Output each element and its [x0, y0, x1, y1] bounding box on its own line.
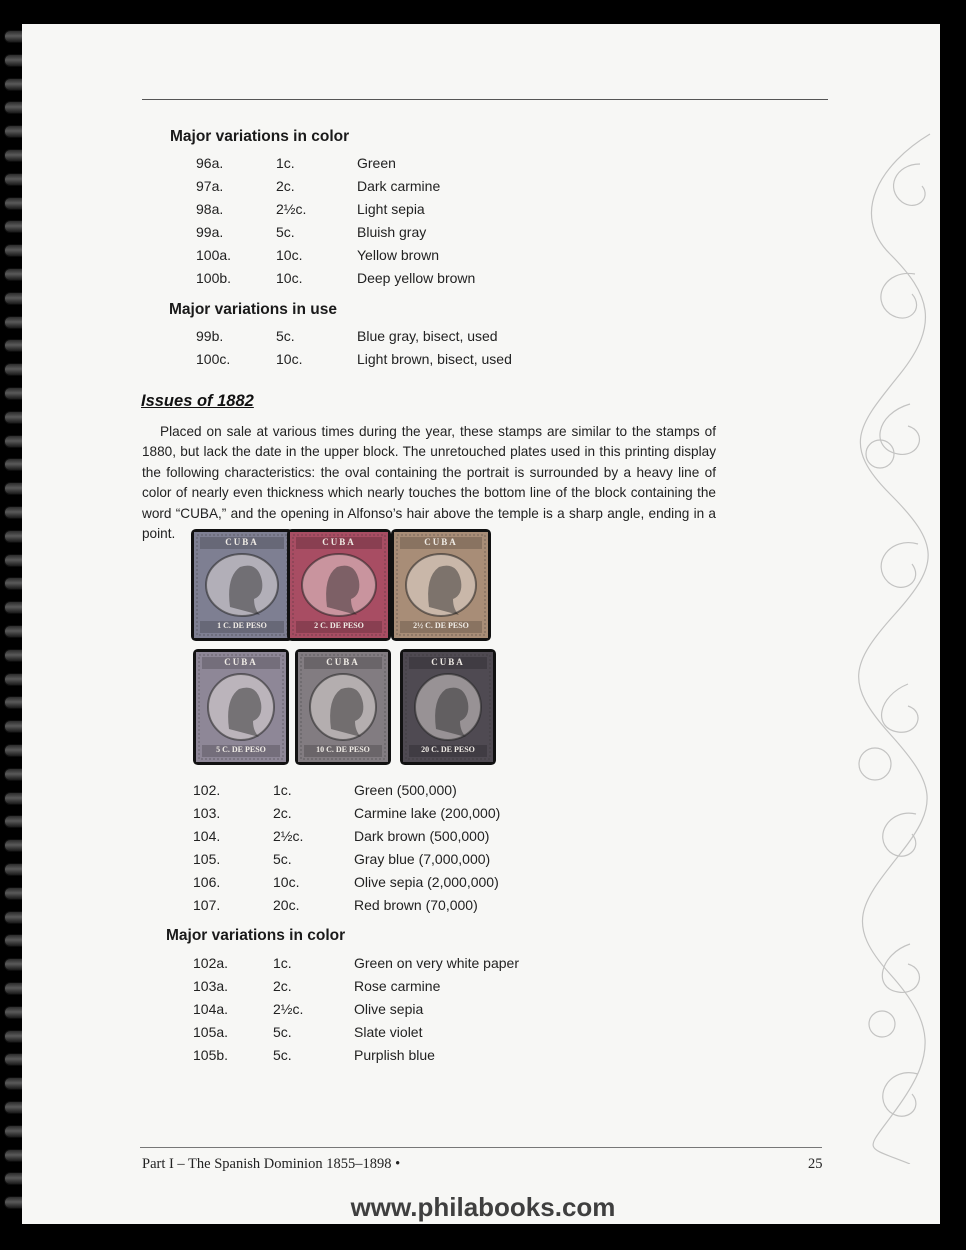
stamp-top-label: CUBA [326, 657, 360, 667]
denomination: 20c. [273, 897, 300, 913]
stamp-number: 96a. [196, 155, 224, 171]
denomination: 10c. [276, 270, 303, 286]
stamp-number: 103. [193, 805, 221, 821]
denomination: 2½c. [276, 201, 307, 217]
denomination: 2c. [273, 805, 292, 821]
stamp-image [298, 652, 388, 762]
denomination: 2c. [276, 178, 295, 194]
table-row [22, 897, 722, 919]
stamp-description: Green on very white paper [354, 955, 519, 971]
denomination: 5c. [276, 328, 295, 344]
stamp-number: 104a. [193, 1001, 229, 1017]
table-row [22, 270, 722, 292]
table-row [22, 955, 722, 977]
book-page [22, 24, 940, 1224]
table-row [22, 155, 722, 177]
stamp-top-label: CUBA [322, 537, 356, 547]
stamp-number: 99b. [196, 328, 224, 344]
table-row [22, 805, 722, 827]
table-row [22, 978, 722, 1000]
stamp-description: Blue gray, bisect, used [357, 328, 498, 344]
stamp-number: 104. [193, 828, 221, 844]
table-row [22, 224, 722, 246]
stamp-number: 98a. [196, 201, 224, 217]
stamp-bottom-label: 1 C. DE PESO [217, 621, 267, 630]
footer-rule [140, 1147, 822, 1148]
table-row [22, 851, 722, 873]
table-row [22, 351, 722, 373]
section-title-use-variations: Major variations in use [169, 301, 337, 318]
stamp-description: Light brown, bisect, used [357, 351, 512, 367]
stamp-number: 100c. [196, 351, 231, 367]
stamp-top-label: CUBA [431, 657, 465, 667]
stamp-number: 99a. [196, 224, 224, 240]
stamp-number: 97a. [196, 178, 224, 194]
page-number: 25 [808, 1156, 823, 1172]
stamp-top-label: CUBA [225, 537, 259, 547]
stamp-number: 107. [193, 897, 221, 913]
stamp-description: Dark carmine [357, 178, 441, 194]
denomination: 1c. [273, 955, 292, 971]
table-row [22, 1047, 722, 1069]
stamp-number: 102. [193, 782, 221, 798]
table-row [22, 828, 722, 850]
stamp-bottom-label: 2½ C. DE PESO [413, 621, 469, 630]
denomination: 2½c. [273, 828, 304, 844]
stamp-description: Olive sepia [354, 1001, 424, 1017]
stamp-description: Green (500,000) [354, 782, 457, 798]
denomination: 2c. [273, 978, 292, 994]
stamp-description: Green [357, 155, 396, 171]
stamp-description: Deep yellow brown [357, 270, 476, 286]
denomination: 5c. [273, 1024, 292, 1040]
stamp-description: Dark brown (500,000) [354, 828, 490, 844]
footer-title: Part I – The Spanish Dominion 1855–1898 • [142, 1156, 401, 1172]
stamp-description: Slate violet [354, 1024, 423, 1040]
stamp-description: Red brown (70,000) [354, 897, 478, 913]
table-row [22, 247, 722, 269]
stamp-image [394, 532, 488, 638]
denomination: 5c. [273, 1047, 292, 1063]
stamp-number: 105a. [193, 1024, 229, 1040]
stamp-image [290, 532, 388, 638]
issue-heading: Issues of 1882 [141, 392, 254, 410]
stamp-description: Purplish blue [354, 1047, 435, 1063]
denomination: 10c. [276, 247, 303, 263]
stamp-top-label: CUBA [224, 657, 258, 667]
section-title-color-variations-1882: Major variations in color [166, 927, 346, 944]
stamp-number: 105b. [193, 1047, 229, 1063]
denomination: 10c. [273, 874, 300, 890]
stamp-number: 105. [193, 851, 221, 867]
stamp-description: Bluish gray [357, 224, 427, 240]
stamp-description: Rose carmine [354, 978, 441, 994]
stamp-number: 106. [193, 874, 221, 890]
denomination: 1c. [276, 155, 295, 171]
table-row [22, 178, 722, 200]
denomination: 2½c. [273, 1001, 304, 1017]
stamp-description: Gray blue (7,000,000) [354, 851, 491, 867]
stamp-top-label: CUBA [424, 537, 458, 547]
denomination: 1c. [273, 782, 292, 798]
stamp-image [196, 652, 286, 762]
stamp-bottom-label: 5 C. DE PESO [216, 745, 266, 754]
stamp-bottom-label: 10 C. DE PESO [316, 745, 370, 754]
watermark: www.philabooks.com [350, 1192, 616, 1222]
section-title-color-variations: Major variations in color [170, 128, 350, 145]
stamp-number: 100a. [196, 247, 232, 263]
stamp-bottom-label: 20 C. DE PESO [421, 745, 475, 754]
header-rule [142, 99, 828, 100]
table-row [22, 874, 722, 896]
stamp-number: 102a. [193, 955, 229, 971]
stamp-number: 103a. [193, 978, 229, 994]
stamp-description: Yellow brown [357, 247, 439, 263]
table-row [22, 1024, 722, 1046]
denomination: 10c. [276, 351, 303, 367]
table-row [22, 201, 722, 223]
stamp-description: Light sepia [357, 201, 425, 217]
stamp-image [403, 652, 493, 762]
issue-description: Placed on sale at various times during the year, these stamps are similar to the stamps of 1880, but lack the date in the upper block. The unretouched plates used in this printing display the following characteristics: the oval containing the portrait is surrounded by a heavy line of color of nearly even thickness which nearly touches the bottom line of the block containing the word “CUBA,” and the opening in Alfonso’s hair above the temple is a sharp angle, ending in a point. [142, 424, 716, 542]
stamp-description: Carmine lake (200,000) [354, 805, 501, 821]
denomination: 5c. [276, 224, 295, 240]
stamp-number: 100b. [196, 270, 232, 286]
floral-ornament [820, 124, 940, 1164]
stamp-image [194, 532, 290, 638]
stamp-bottom-label: 2 C. DE PESO [314, 621, 364, 630]
table-row [22, 1001, 722, 1023]
denomination: 5c. [273, 851, 292, 867]
table-row [22, 328, 722, 350]
table-row [22, 782, 722, 804]
stamp-description: Olive sepia (2,000,000) [354, 874, 499, 890]
